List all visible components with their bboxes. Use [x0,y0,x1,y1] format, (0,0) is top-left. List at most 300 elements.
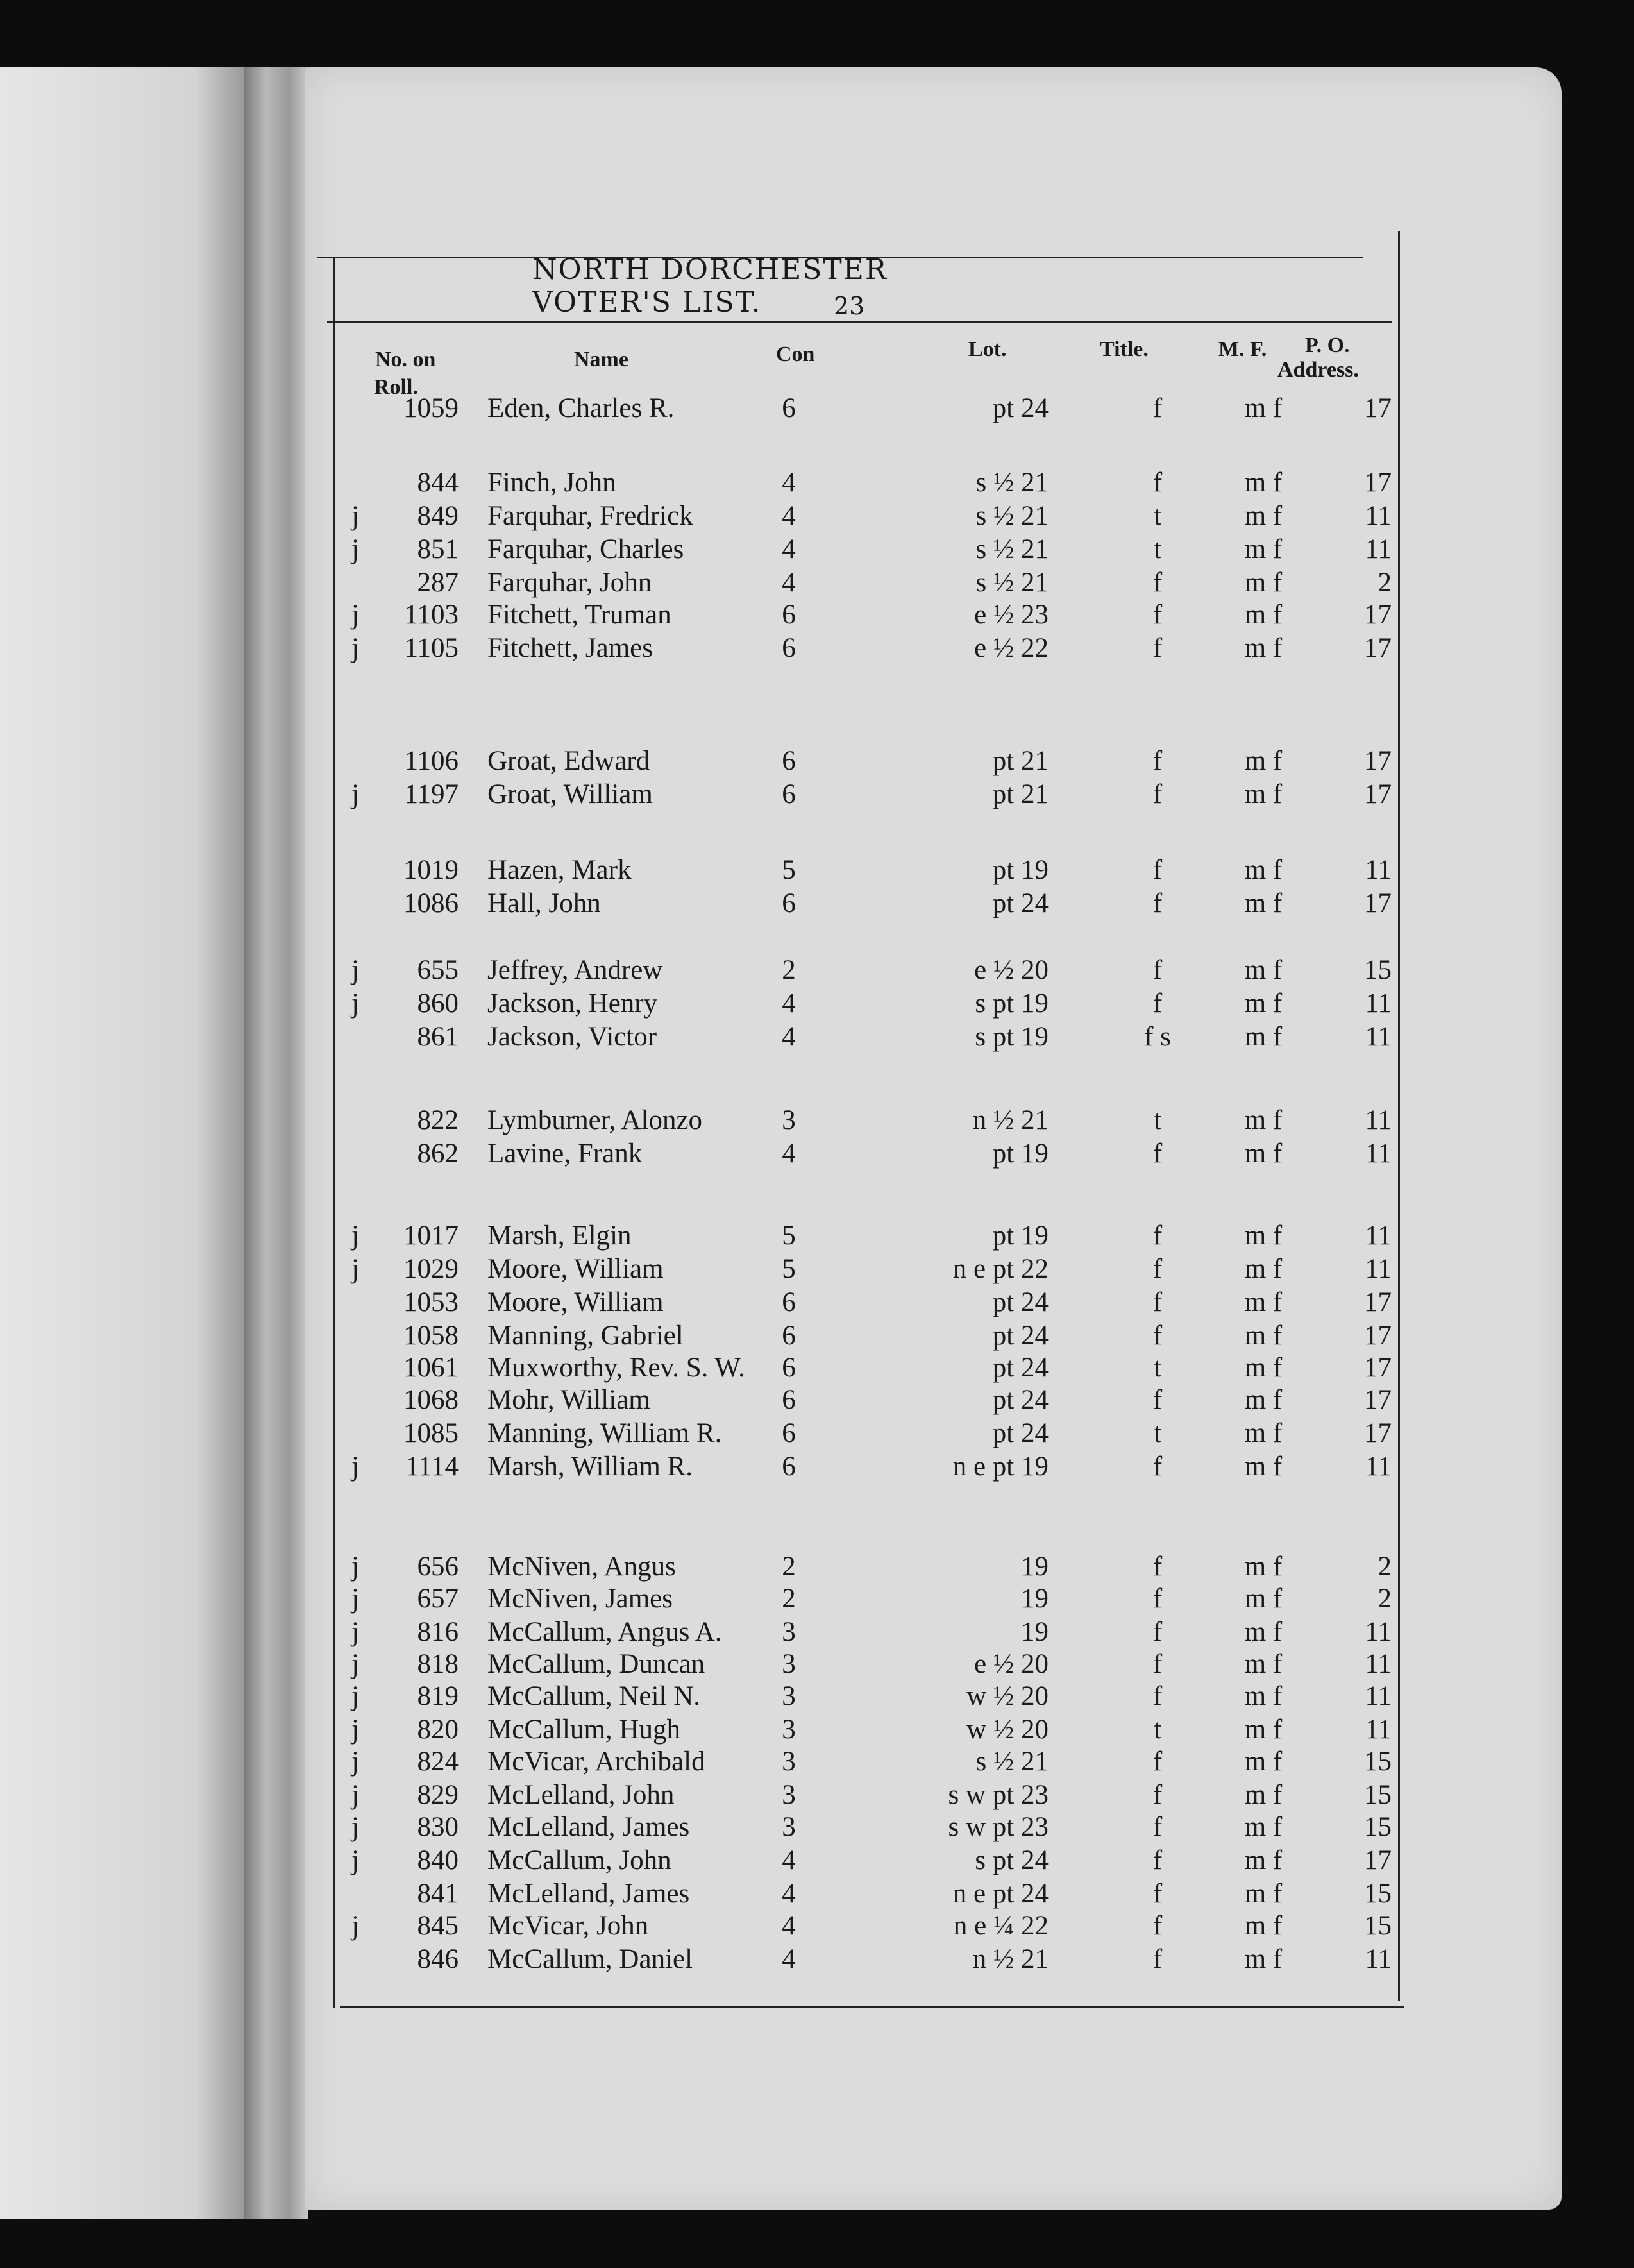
cell-title: t [1154,1418,1161,1448]
cell-no: 829 [417,1780,459,1810]
cell-con: 2 [782,1552,796,1582]
table-row [0,954,1634,986]
cell-po: 2 [1377,1584,1392,1614]
cell-po: 11 [1365,1714,1392,1745]
table-row [0,1746,1634,1778]
cell-j: j [351,1714,359,1745]
cell-title: f [1152,1681,1163,1711]
cell-title: f [1152,1287,1163,1317]
table-row [0,779,1634,811]
cell-name: Marsh, William R. [487,1451,693,1482]
cell-no: 657 [417,1584,459,1614]
cell-lot: s ½ 21 [975,534,1049,564]
cell-mf: m f [1244,1845,1283,1875]
cell-title: f [1152,468,1163,498]
cell-j: j [351,1221,359,1251]
cell-title: f [1152,1552,1163,1582]
cell-title: f [1152,1221,1163,1251]
cell-lot: s w pt 23 [948,1812,1049,1842]
header-rule-top [327,321,1392,323]
cell-lot: s w pt 23 [948,1780,1049,1810]
cell-mf: m f [1244,1418,1283,1448]
cell-name: McLelland, John [487,1780,675,1810]
cell-lot: pt 19 [992,855,1049,885]
cell-no: 1085 [403,1418,459,1448]
cell-po: 17 [1364,633,1392,663]
cell-lot: pt 24 [992,1287,1049,1317]
cell-no: 820 [417,1714,459,1745]
table-row [0,1352,1634,1384]
table-row [0,1104,1634,1137]
cell-con: 4 [782,501,796,531]
cell-lot: n e pt 24 [952,1879,1049,1909]
cell-con: 4 [782,1022,796,1052]
cell-title: f [1152,888,1163,918]
cell-title: t [1154,1105,1161,1135]
cell-no: 1017 [403,1221,459,1251]
cell-mf: m f [1244,393,1283,423]
cell-mf: m f [1244,1321,1283,1351]
cell-name: Fitchett, James [487,633,653,663]
cell-con: 3 [782,1649,796,1679]
cell-title: f [1152,1385,1163,1415]
cell-name: McCallum, Daniel [487,1944,693,1974]
header-mf: M. F. [1218,337,1267,361]
cell-mf: m f [1244,1649,1283,1679]
cell-lot: 19 [1021,1584,1049,1614]
cell-name: McCallum, Duncan [487,1649,705,1679]
cell-title: f [1152,1944,1163,1974]
cell-con: 3 [782,1747,796,1777]
cell-con: 4 [782,568,796,598]
cell-lot: pt 24 [992,888,1049,918]
cell-no: 846 [417,1944,459,1974]
cell-po: 17 [1364,1353,1392,1383]
cell-con: 5 [782,1221,796,1251]
cell-title: f [1152,1812,1163,1842]
cell-lot: w ½ 20 [966,1681,1049,1711]
table-row [0,467,1634,499]
cell-title: f [1152,600,1163,630]
cell-lot: 19 [1021,1617,1049,1647]
cell-name: McCallum, John [487,1845,671,1875]
cell-name: Marsh, Elgin [487,1221,632,1251]
cell-no: 819 [417,1681,459,1711]
cell-con: 4 [782,1138,796,1169]
cell-po: 11 [1365,534,1392,564]
cell-title: f [1152,746,1163,776]
cell-con: 3 [782,1105,796,1135]
cell-no: 1029 [403,1254,459,1284]
cell-con: 4 [782,1911,796,1941]
cell-no: 849 [417,501,459,531]
cell-name: McVicar, John [487,1911,649,1941]
cell-mf: m f [1244,1780,1283,1810]
cell-lot: s pt 19 [975,1022,1049,1052]
cell-name: Jackson, Victor [487,1022,657,1052]
page-title: NORTH DORCHESTER VOTER'S LIST. [532,253,888,319]
cell-no: 655 [417,955,459,985]
cell-lot: n e pt 22 [952,1254,1049,1284]
cell-j: j [351,988,359,1019]
cell-name: McVicar, Archibald [487,1747,705,1777]
cell-no: 816 [417,1617,459,1647]
cell-no: 840 [417,1845,459,1875]
header-name: Name [574,348,628,371]
cell-mf: m f [1244,888,1283,918]
cell-po: 17 [1364,1287,1392,1317]
cell-mf: m f [1244,1385,1283,1415]
cell-po: 15 [1364,1911,1392,1941]
cell-po: 15 [1364,1780,1392,1810]
cell-lot: s ½ 21 [975,1747,1049,1777]
cell-mf: m f [1244,1022,1283,1052]
cell-name: Mohr, William [487,1385,650,1415]
cell-con: 6 [782,1287,796,1317]
cell-po: 2 [1377,1552,1392,1582]
cell-title: f [1152,1747,1163,1777]
bottom-rule [340,2006,1404,2008]
cell-j: j [351,1254,359,1284]
table-row [0,1320,1634,1352]
cell-mf: m f [1244,1944,1283,1974]
table-row [0,1451,1634,1483]
cell-con: 5 [782,1254,796,1284]
cell-j: j [351,1747,359,1777]
cell-name: McCallum, Angus A. [487,1617,722,1647]
cell-no: 1059 [403,393,459,423]
cell-no: 1068 [403,1385,459,1415]
cell-title: t [1154,501,1161,531]
cell-no: 287 [417,568,459,598]
cell-po: 17 [1364,1845,1392,1875]
table-row [0,567,1634,599]
cell-name: Fitchett, Truman [487,600,671,630]
cell-lot: n e pt 19 [952,1451,1049,1482]
cell-title: f [1152,855,1163,885]
cell-lot: pt 24 [992,393,1049,423]
cell-mf: m f [1244,1105,1283,1135]
cell-j: j [351,501,359,531]
cell-lot: e ½ 22 [974,633,1049,663]
cell-po: 17 [1364,393,1392,423]
cell-j: j [351,955,359,985]
cell-title: t [1154,1714,1161,1745]
cell-con: 4 [782,1944,796,1974]
cell-po: 11 [1365,1617,1392,1647]
cell-title: f [1152,1780,1163,1810]
cell-mf: m f [1244,1747,1283,1777]
cell-con: 2 [782,1584,796,1614]
cell-lot: pt 24 [992,1385,1049,1415]
cell-mf: m f [1244,468,1283,498]
cell-lot: e ½ 20 [974,1649,1049,1679]
cell-j: j [351,534,359,564]
cell-no: 656 [417,1552,459,1582]
cell-name: Farquhar, Fredrick [487,501,693,531]
cell-title: t [1154,1353,1161,1383]
cell-no: 860 [417,988,459,1019]
cell-po: 17 [1364,1418,1392,1448]
cell-title: f [1152,393,1163,423]
cell-po: 2 [1377,568,1392,598]
cell-lot: pt 19 [992,1138,1049,1169]
cell-con: 3 [782,1617,796,1647]
cell-no: 862 [417,1138,459,1169]
cell-po: 11 [1365,1221,1392,1251]
cell-po: 15 [1364,1812,1392,1842]
table-row [0,888,1634,920]
cell-con: 3 [782,1812,796,1842]
cell-lot: s pt 24 [975,1845,1049,1875]
cell-lot: n ½ 21 [972,1105,1049,1135]
cell-j: j [351,633,359,663]
cell-name: Jeffrey, Andrew [487,955,663,985]
cell-po: 15 [1364,1879,1392,1909]
cell-j: j [351,779,359,809]
cell-po: 17 [1364,468,1392,498]
cell-title: f [1152,1138,1163,1169]
cell-title: f [1152,1879,1163,1909]
table-row [0,1138,1634,1170]
cell-name: Finch, John [487,468,616,498]
table-row [0,1878,1634,1910]
cell-po: 17 [1364,888,1392,918]
table-row [0,854,1634,886]
header-lot: Lot. [968,337,1007,361]
cell-name: Hazen, Mark [487,855,632,885]
cell-no: 844 [417,468,459,498]
cell-no: 1197 [404,779,459,809]
cell-po: 11 [1365,988,1392,1019]
cell-j: j [351,1649,359,1679]
cell-no: 845 [417,1911,459,1941]
cell-name: Muxworthy, Rev. S. W. [487,1353,745,1383]
cell-no: 1105 [404,633,459,663]
cell-no: 1053 [403,1287,459,1317]
table-row [0,500,1634,532]
cell-mf: m f [1244,1879,1283,1909]
cell-mf: m f [1244,633,1283,663]
cell-name: Lymburner, Alonzo [487,1105,703,1135]
table-row [0,1845,1634,1877]
cell-no: 861 [417,1022,459,1052]
cell-mf: m f [1244,534,1283,564]
cell-no: 1103 [404,600,459,630]
cell-name: Jackson, Henry [487,988,658,1019]
cell-mf: m f [1244,1617,1283,1647]
cell-po: 17 [1364,1321,1392,1351]
cell-po: 11 [1365,1254,1392,1284]
cell-mf: m f [1244,1221,1283,1251]
cell-no: 841 [417,1879,459,1909]
cell-con: 6 [782,1385,796,1415]
cell-j: j [351,1681,359,1711]
cell-po: 17 [1364,1385,1392,1415]
cell-no: 818 [417,1649,459,1679]
cell-j: j [351,1911,359,1941]
cell-lot: pt 24 [992,1321,1049,1351]
cell-po: 17 [1364,600,1392,630]
cell-con: 6 [782,746,796,776]
table-row [0,1583,1634,1615]
cell-mf: m f [1244,501,1283,531]
table-row [0,534,1634,566]
table-row [0,1021,1634,1053]
cell-name: Moore, William [487,1254,664,1284]
cell-con: 4 [782,1879,796,1909]
table-row [0,1551,1634,1583]
cell-title: f [1152,633,1163,663]
cell-con: 4 [782,468,796,498]
table-row [0,1910,1634,1942]
cell-title: f [1152,1321,1163,1351]
cell-mf: m f [1244,1681,1283,1711]
cell-mf: m f [1244,855,1283,885]
cell-po: 11 [1365,1451,1392,1482]
table-row [0,1287,1634,1319]
table-row [0,599,1634,631]
cell-name: McLelland, James [487,1879,690,1909]
cell-name: Farquhar, Charles [487,534,684,564]
cell-lot: pt 19 [992,1221,1049,1251]
table-row [0,1253,1634,1285]
cell-no: 1058 [403,1321,459,1351]
cell-mf: m f [1244,1287,1283,1317]
table-row [0,1811,1634,1843]
cell-po: 15 [1364,955,1392,985]
cell-no: 1019 [403,855,459,885]
cell-con: 6 [782,393,796,423]
cell-po: 11 [1365,1105,1392,1135]
cell-con: 6 [782,1353,796,1383]
cell-mf: m f [1244,1138,1283,1169]
cell-po: 17 [1364,746,1392,776]
cell-j: j [351,600,359,630]
cell-j: j [351,1845,359,1875]
cell-name: Manning, Gabriel [487,1321,684,1351]
header-po: P. O. [1305,334,1350,357]
cell-con: 4 [782,534,796,564]
cell-po: 11 [1365,501,1392,531]
cell-po: 11 [1365,1022,1392,1052]
cell-mf: m f [1244,1911,1283,1941]
cell-no: 822 [417,1105,459,1135]
table-row [0,1418,1634,1450]
cell-name: Hall, John [487,888,601,918]
cell-name: Manning, William R. [487,1418,722,1448]
cell-title: f [1152,1254,1163,1284]
cell-title: f s [1144,1022,1171,1052]
cell-no: 851 [417,534,459,564]
cell-name: McNiven, James [487,1584,673,1614]
cell-mf: m f [1244,1812,1283,1842]
table-row [0,1943,1634,1976]
cell-title: f [1152,1584,1163,1614]
cell-con: 6 [782,633,796,663]
cell-con: 2 [782,955,796,985]
cell-j: j [351,1451,359,1482]
cell-name: Eden, Charles R. [487,393,675,423]
cell-mf: m f [1244,1552,1283,1582]
cell-j: j [351,1812,359,1842]
header-title: Title. [1100,337,1149,361]
cell-po: 11 [1365,855,1392,885]
cell-po: 11 [1365,1681,1392,1711]
table-row [0,1648,1634,1680]
cell-j: j [351,1552,359,1582]
cell-con: 4 [782,1845,796,1875]
cell-mf: m f [1244,1584,1283,1614]
cell-no: 830 [417,1812,459,1842]
cell-con: 4 [782,988,796,1019]
cell-lot: 19 [1021,1552,1049,1582]
cell-no: 1114 [405,1451,459,1482]
cell-lot: n ½ 21 [972,1944,1049,1974]
cell-po: 17 [1364,779,1392,809]
cell-con: 5 [782,855,796,885]
cell-mf: m f [1244,1353,1283,1383]
cell-mf: m f [1244,600,1283,630]
cell-no: 1106 [404,746,459,776]
table-row [0,1220,1634,1252]
table-row [0,1779,1634,1811]
cell-name: McCallum, Neil N. [487,1681,701,1711]
cell-mf: m f [1244,1254,1283,1284]
cell-lot: pt 24 [992,1418,1049,1448]
table-row [0,988,1634,1020]
header-roll: Roll. [374,375,418,399]
cell-po: 11 [1365,1138,1392,1169]
table-row [0,1714,1634,1746]
cell-lot: s pt 19 [975,988,1049,1019]
cell-no: 1086 [403,888,459,918]
cell-title: f [1152,1649,1163,1679]
cell-mf: m f [1244,955,1283,985]
cell-title: f [1152,779,1163,809]
cell-con: 6 [782,600,796,630]
header-address: Address. [1277,358,1359,382]
cell-mf: m f [1244,746,1283,776]
cell-lot: e ½ 20 [974,955,1049,985]
cell-name: Farquhar, John [487,568,652,598]
cell-name: Groat, William [487,779,653,809]
cell-lot: s ½ 21 [975,501,1049,531]
table-row [0,632,1634,664]
cell-con: 3 [782,1780,796,1810]
table-row [0,1384,1634,1416]
cell-con: 3 [782,1714,796,1745]
page-number: 23 [834,292,865,320]
cell-no: 824 [417,1747,459,1777]
cell-lot: s ½ 21 [975,568,1049,598]
cell-con: 6 [782,1451,796,1482]
header-no-on: No. on [375,348,436,371]
cell-mf: m f [1244,779,1283,809]
header-con: Con [776,343,815,366]
table-row [0,1680,1634,1713]
cell-j: j [351,1617,359,1647]
cell-name: McLelland, James [487,1812,690,1842]
cell-no: 1061 [403,1353,459,1383]
cell-title: f [1152,955,1163,985]
cell-name: McNiven, Angus [487,1552,676,1582]
cell-mf: m f [1244,1451,1283,1482]
cell-lot: pt 21 [992,746,1049,776]
cell-title: t [1154,534,1161,564]
cell-lot: n e ¼ 22 [953,1911,1049,1941]
table-row [0,745,1634,777]
